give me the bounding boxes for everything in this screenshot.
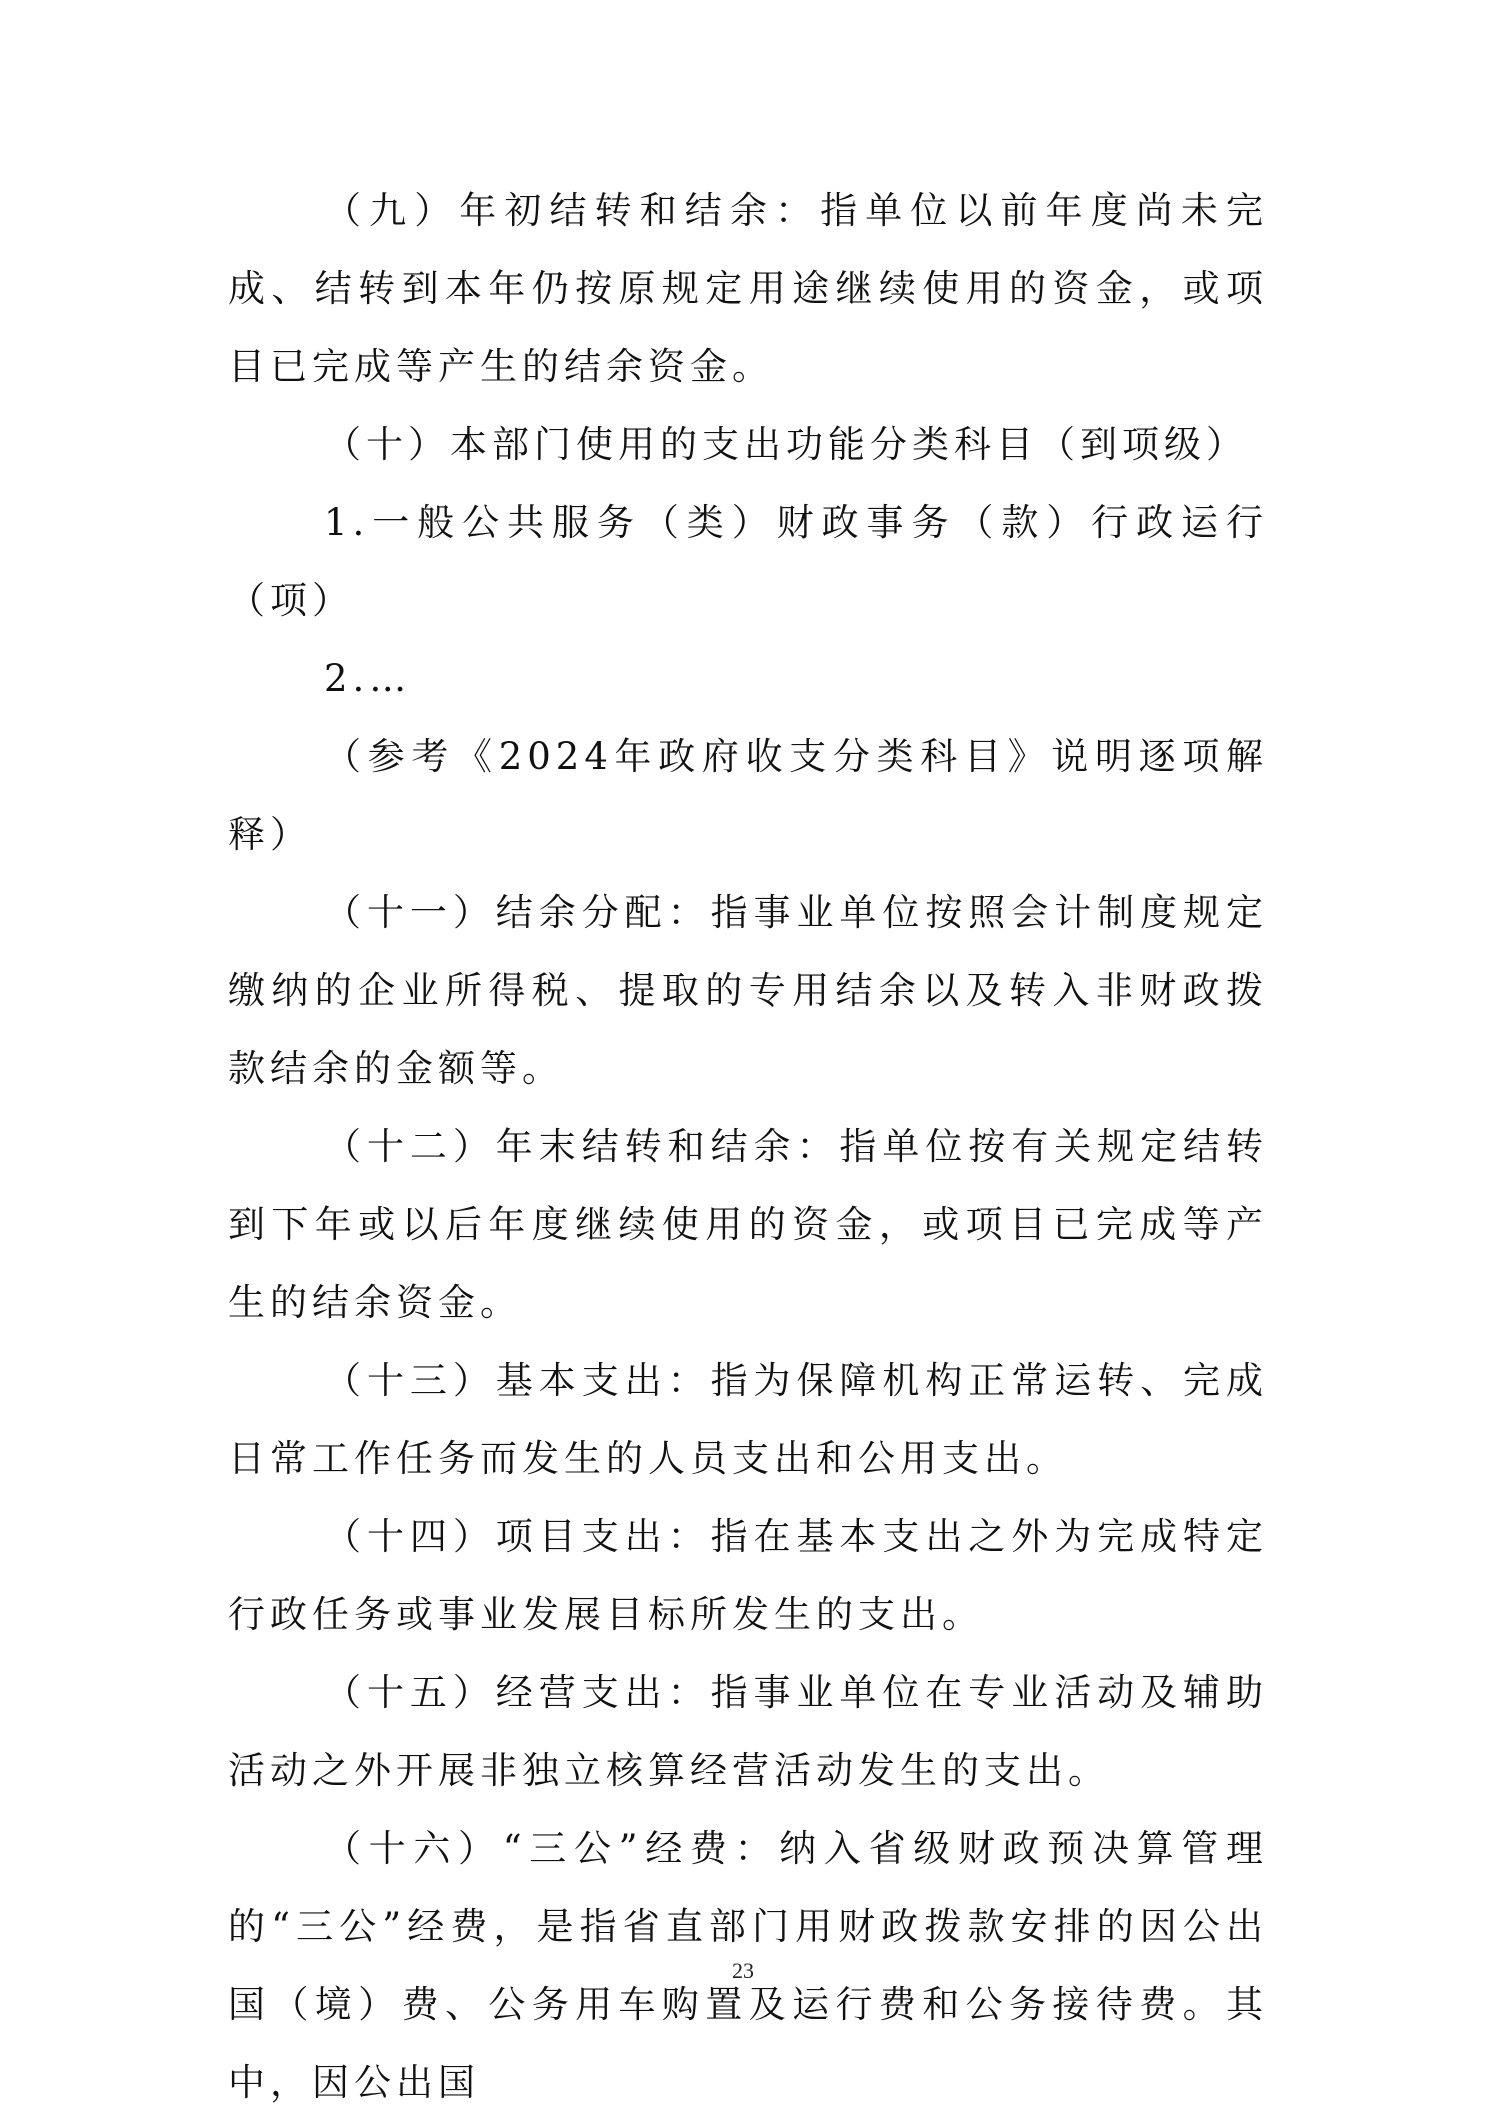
paragraph-9-carryover-balance: （九）年初结转和结余：指单位以前年度尚未完成、结转到本年仍按原规定用途继续使用的资金，或项目已完成等产生的结余资金。 [228, 189, 1268, 388]
paragraph-12-year-end-carryover: （十二）年末结转和结余：指单位按有关规定结转到下年或以后年度继续使用的资金，或项目已完成等产生的结余资金。 [228, 1125, 1268, 1324]
paragraph-13-basic-expenditure: （十三）基本支出：指为保障机构正常运转、完成日常工作任务而发生的人员支出和公用支出。 [228, 1359, 1268, 1480]
page-number: 23 [732, 1958, 754, 1983]
document-body [228, 172, 1268, 2122]
paragraph-10-function-classification: （十）本部门使用的支出功能分类科目（到项级） [324, 423, 1248, 466]
list-item-1: 1.一般公共服务（类）财政事务（款）行政运行（项） [228, 501, 1268, 622]
paragraph-11-balance-distribution: （十一）结余分配：指事业单位按照会计制度规定缴纳的企业所得税、提取的专用结余以及转入非财政拨款结余的金额等。 [228, 891, 1268, 1090]
paragraph-14-project-expenditure: （十四）项目支出：指在基本支出之外为完成特定行政任务或事业发展目标所发生的支出。 [228, 1515, 1268, 1636]
paragraph-16-three-public-expenses: （十六）“三公”经费：纳入省级财政预决算管理的“三公”经费，是指省直部门用财政拨款安排的因公出国（境）费、公务用车购置及运行费和公务接待费。其中，因公出国 [228, 1827, 1268, 2104]
reference-note: （参考《2024年政府收支分类科目》说明逐项解释） [228, 735, 1268, 856]
list-item-2: 2.… [324, 657, 412, 700]
paragraph-15-operating-expenditure: （十五）经营支出：指事业单位在专业活动及辅助活动之外开展非独立核算经营活动发生的支出。 [228, 1671, 1268, 1792]
